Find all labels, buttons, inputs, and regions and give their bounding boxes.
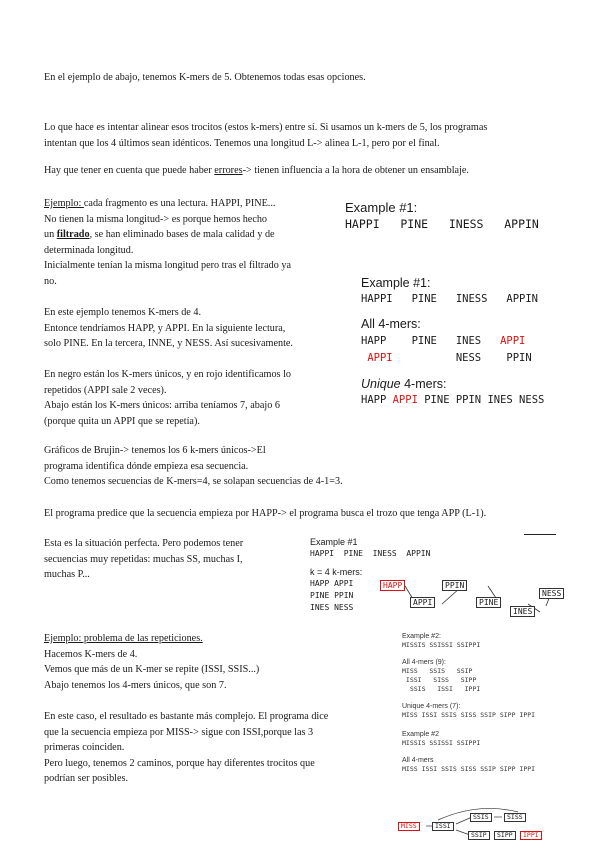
kmers-segment: PINE PPIN INES NESS bbox=[417, 394, 545, 406]
filtrado-term: filtrado bbox=[56, 229, 90, 241]
text-line: Inicialmente tenían la misma longitud pero tras el filtrado ya bbox=[44, 260, 291, 272]
unique-kmers-title: Unique 4-mers (7): bbox=[402, 703, 461, 710]
text-line: Como tenemos secuencias de K-mers=4, se solapan secuencias de 4-1=3. bbox=[44, 476, 343, 488]
paragraph-brujin bbox=[44, 443, 343, 490]
kmers-segment: HAPP PINE INES bbox=[361, 335, 501, 347]
graph-node-ness: NESS bbox=[539, 588, 564, 599]
text-line: primeras coinciden. bbox=[44, 742, 125, 754]
paragraph-perfect bbox=[44, 536, 243, 583]
text-line: Esta es la situación perfecta. Pero podemos tener bbox=[44, 538, 244, 549]
all-kmers-title: All 4-mers bbox=[402, 757, 434, 764]
paragraph-example bbox=[44, 196, 291, 290]
graph-node-issi: ISSI bbox=[432, 822, 454, 831]
repeated-kmer: APPI bbox=[392, 394, 418, 406]
text-line: No tienen la misma longitud-> es porque hemos hecho bbox=[44, 213, 268, 225]
figure-reads: HAPPI PINE INESS APPIN bbox=[361, 293, 539, 305]
example-label: Ejemplo: bbox=[44, 198, 84, 209]
paragraph-unique bbox=[44, 367, 291, 429]
kmers-segment: HAPP bbox=[361, 394, 393, 406]
graph-node-ippi: IPPI bbox=[520, 831, 542, 840]
text-segment: un bbox=[44, 229, 57, 241]
figure-title: Example #1: bbox=[345, 200, 418, 215]
kmers-segment: NESS PPIN bbox=[392, 352, 532, 364]
text-line: repetidos (APPI sale 2 veces). bbox=[44, 384, 167, 396]
text-line: programa identifica dónde empieza esa secuencia. bbox=[44, 460, 249, 472]
text-line: (porque quita un APPI que se repetía). bbox=[44, 415, 200, 427]
graph-node-ines: INES bbox=[510, 606, 535, 617]
paragraph-alignment bbox=[44, 120, 487, 151]
paragraph-errors bbox=[44, 163, 469, 179]
text-line: secuencias muy repetidas: muchas SS, muchas I, bbox=[44, 553, 243, 565]
text-line: Entonce tendríamos HAPP, y APPI. En la siguiente lectura, bbox=[44, 322, 286, 334]
sequence-line: MISSIS SSISSI SSIPPI bbox=[402, 641, 481, 649]
kmer-line: SSIS ISSI IPPI bbox=[402, 685, 481, 693]
text-line: intentan que los 4 últimos sean idénticos. Tenemos una longitud L-> alinea L-1, pero por el final. bbox=[44, 137, 440, 149]
kmers-row bbox=[361, 333, 544, 350]
figure-title: Example #2: bbox=[402, 633, 441, 640]
text-segment: cada fragmento es una lectura. HAPPI, PINE... bbox=[83, 198, 276, 209]
text-line: solo PINE. En la tercera, INNE, y NESS. Así sucesivamente. bbox=[44, 338, 293, 350]
graph-node-ssis: SSIS bbox=[470, 813, 492, 822]
unique-kmers-title bbox=[361, 376, 544, 393]
figure-example1-kmers bbox=[361, 275, 544, 408]
kmers-row bbox=[361, 350, 544, 367]
figure-title: Example #1 bbox=[310, 537, 358, 547]
text-line: Abajo están los K-mers únicos: arriba teníamos 7, abajo 6 bbox=[44, 400, 280, 412]
text-line: Pero luego, tenemos 2 caminos, porque hay diferentes trocitos que bbox=[44, 757, 315, 769]
graph-node-pine: PINE bbox=[476, 597, 501, 608]
text-segment: Hay que tener en cuenta que puede haber bbox=[44, 165, 215, 176]
text-line: Vemos que más de un K-mer se repite (ISSI, SSIS...) bbox=[44, 664, 260, 676]
divider bbox=[524, 534, 556, 535]
graph-node-appi: APPI bbox=[410, 597, 435, 608]
sequence-line: MISSIS SSISSI SSIPPI bbox=[402, 739, 481, 747]
errores-link[interactable]: errores bbox=[214, 165, 243, 176]
text-line: Abajo tenemos los 4-mers únicos, que son 7. bbox=[44, 679, 227, 691]
figure-example2 bbox=[402, 632, 535, 774]
graph-node-ppin: PPIN bbox=[442, 580, 467, 591]
repeated-kmer: APPI bbox=[361, 352, 393, 364]
intro-text: En el ejemplo de abajo, tenemos K-mers de 5. Obtenemos todas esas opciones. bbox=[44, 72, 366, 83]
kmer-line: HAPP APPI bbox=[310, 579, 354, 588]
graph-node-happ: HAPP bbox=[380, 580, 405, 591]
unique-word: Unique bbox=[361, 377, 401, 391]
kmer-line: PINE PPIN bbox=[310, 591, 354, 600]
text-line: que la secuencia empieza por MISS-> sigue con ISSI,porque las 3 bbox=[44, 726, 314, 738]
figure-reads: HAPPI PINE INESS APPIN bbox=[310, 549, 431, 558]
all-kmers-title: All 4-mers: bbox=[361, 317, 421, 331]
all-kmers-title: All 4-mers (9): bbox=[402, 659, 446, 666]
text-line: podrían ser posibles. bbox=[44, 773, 129, 785]
graph-node-siss: SISS bbox=[504, 813, 526, 822]
kmer-line: INES NESS bbox=[310, 603, 354, 612]
kmer-line: MISS SSIS SSIP bbox=[402, 667, 473, 675]
kmer-line: ISSI SISS SIPP bbox=[402, 676, 477, 684]
k-label: k = 4 k-mers: bbox=[310, 567, 363, 577]
kmer-line: MISS ISSI SSIS SISS SSIP SIPP IPPI bbox=[402, 765, 536, 773]
text-line: muchas P... bbox=[44, 569, 90, 581]
text-line: En este caso, el resultado es bastante más complejo. El programa dice bbox=[44, 711, 329, 722]
text-line: Hacemos K-mers de 4. bbox=[44, 648, 138, 660]
kmer-line: MISS ISSI SSIS SISS SSIP SIPP IPPI bbox=[402, 711, 536, 719]
paragraph-repetitions bbox=[44, 631, 259, 693]
text-line: En este ejemplo tenemos K-mers de 4. bbox=[44, 307, 202, 318]
text-line: no. bbox=[44, 275, 57, 287]
paragraph-kmers4 bbox=[44, 305, 293, 352]
text-line: En negro están los K-mers únicos, y en rojo identificamos lo bbox=[44, 369, 291, 380]
text-line: determinada longitud. bbox=[44, 244, 134, 256]
text-line bbox=[44, 227, 291, 243]
text-line: Lo que hace es intentar alinear esos trocitos (estos k-mers) entre sí. Si usamos un k-mers de 5, los programas bbox=[44, 122, 488, 133]
paragraph-complex bbox=[44, 709, 328, 787]
section-title: Ejemplo: problema de las repeticiones. bbox=[44, 633, 203, 644]
figure-title: Example #1: bbox=[361, 276, 431, 290]
repeated-kmer: APPI bbox=[500, 335, 526, 347]
graph-node-sipp: SIPP bbox=[494, 831, 516, 840]
graph-node-ssip: SSIP bbox=[468, 831, 490, 840]
figure-title: Example #2 bbox=[402, 731, 439, 738]
unique-kmers-row bbox=[361, 393, 544, 408]
text-segment: , se han eliminado bases de mala calidad y de bbox=[89, 229, 275, 241]
figure-reads: HAPPI PINE INESS APPIN bbox=[345, 217, 539, 231]
title-segment: 4-mers: bbox=[400, 377, 447, 391]
text-segment: -> tienen influencia a la hora de obtener un ensamblaje. bbox=[242, 165, 469, 176]
text-line: Gráficos de Brujin-> tenemos los 6 k-mers únicos->El bbox=[44, 445, 266, 456]
figure-example1-reads bbox=[345, 199, 539, 232]
debruijn-graph-2 bbox=[398, 800, 548, 848]
graph-node-miss: MISS bbox=[398, 822, 420, 831]
paragraph-predict: El programa predice que la secuencia empieza por HAPP-> el programa busca el trozo que tenga APP (L-1). bbox=[44, 508, 487, 519]
text-line bbox=[44, 196, 291, 212]
